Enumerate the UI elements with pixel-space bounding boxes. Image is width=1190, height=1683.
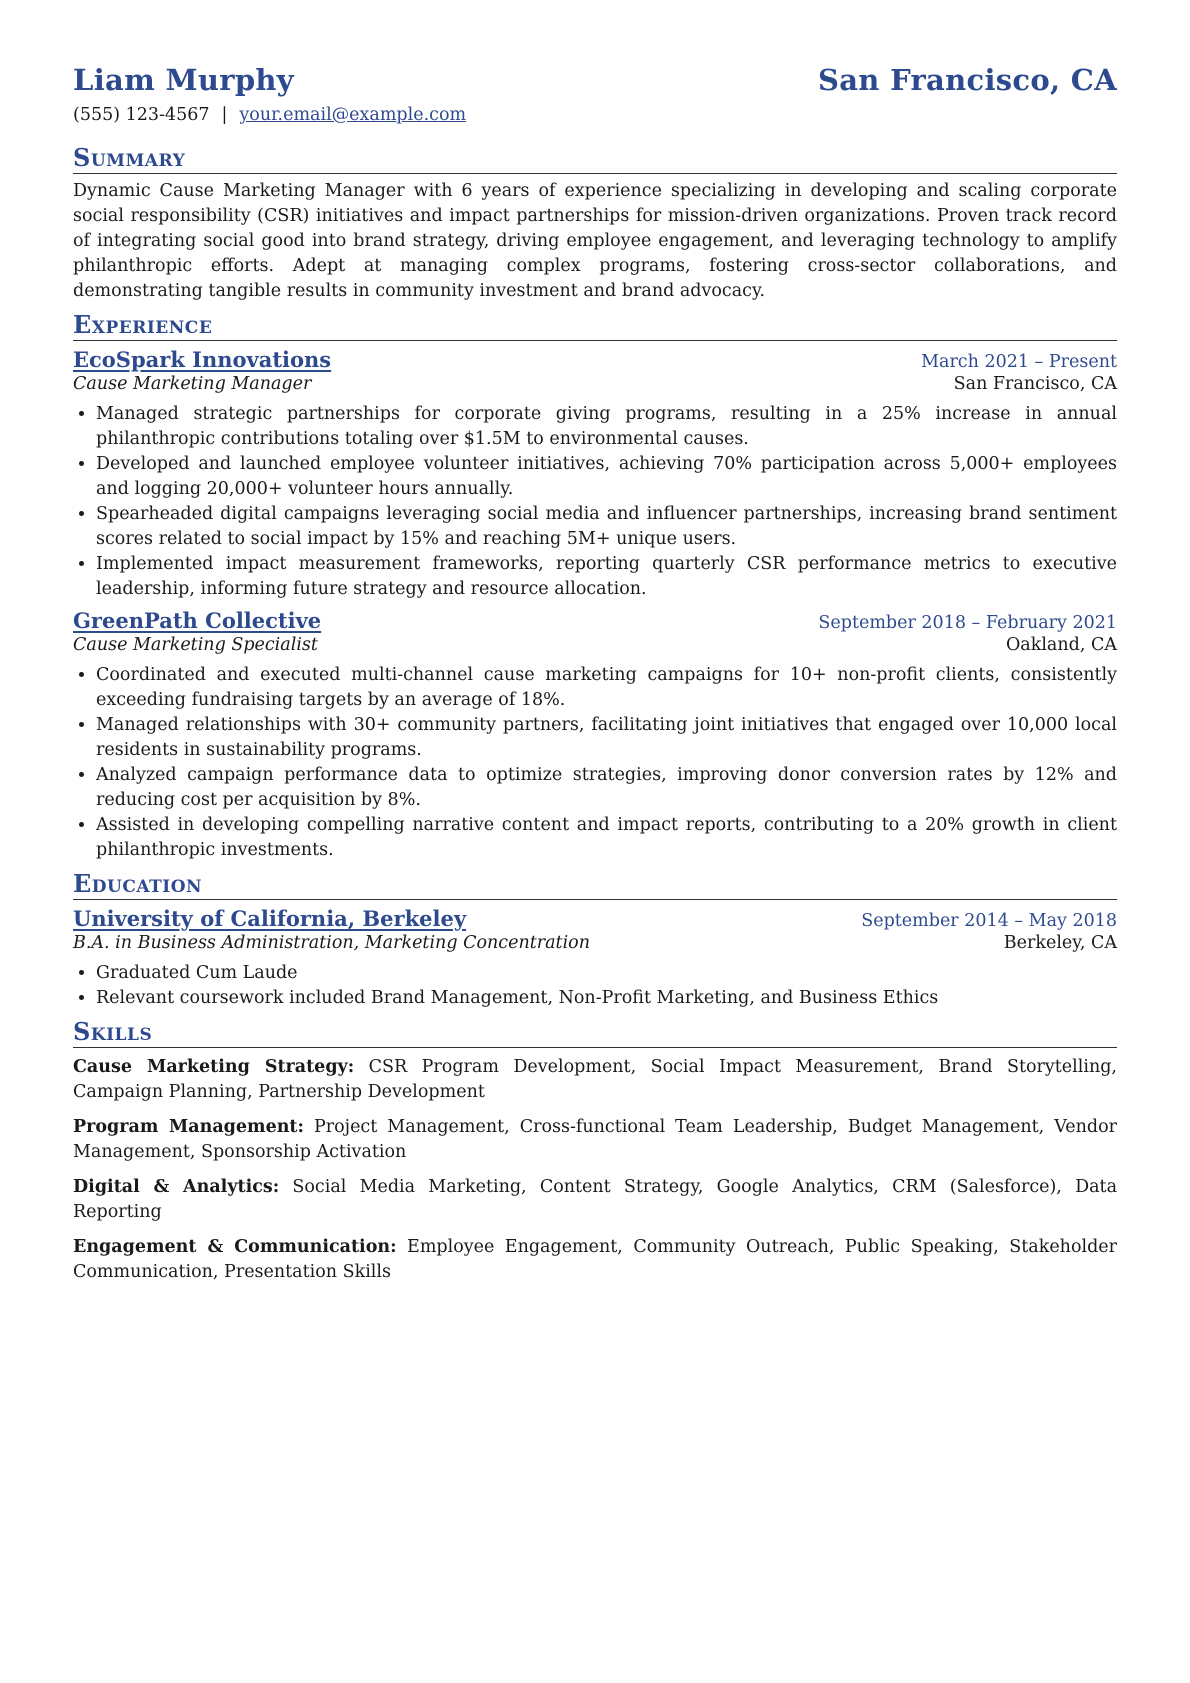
list-item: • Managed strategic partnerships for corporate giving programs, resulting in a 25% increase in annual philanthropic contributions totaling over $1.5M to environmental causes. bbox=[96, 402, 1117, 452]
skill-group bbox=[73, 1055, 1117, 1105]
list-item: • Coordinated and executed multi-channel cause marketing campaigns for 10+ non-profit clients, consistently exceeding fundraising targets by an average of 18%. bbox=[96, 663, 1117, 713]
job-location: San Francisco, CA bbox=[953, 374, 1117, 394]
education-location: Berkeley, CA bbox=[1003, 933, 1117, 953]
skill-items: Project Management, Cross-functional Team Leadership, Budget Management, Vendor Management, Sponsorship Activation bbox=[73, 1117, 1117, 1162]
section-title-education: Education bbox=[73, 870, 1117, 900]
skill-label: Engagement & Communication: bbox=[73, 1237, 397, 1257]
skill-items: Employee Engagement, Community Outreach, Public Speaking, Stakeholder Communication, Presentation Skills bbox=[73, 1237, 1117, 1282]
list-item: • Spearheaded digital campaigns leveraging social media and influencer partnerships, increasing brand sentiment scores related to social impact by 15% and reaching 5M+ unique users. bbox=[96, 502, 1117, 552]
section-title-experience: Experience bbox=[73, 311, 1117, 341]
list-item: • Relevant coursework included Brand Management, Non-Profit Marketing, and Business Ethics bbox=[96, 986, 1117, 1011]
skill-label: Cause Marketing Strategy: bbox=[73, 1057, 355, 1077]
section-title-skills: Skills bbox=[73, 1018, 1117, 1048]
contact-line bbox=[73, 105, 1117, 125]
skill-group bbox=[73, 1175, 1117, 1225]
list-item: • Implemented impact measurement frameworks, reporting quarterly CSR performance metrics to executive leadership, informing future strategy and resource allocation. bbox=[96, 552, 1117, 602]
job-title: Cause Marketing Specialist bbox=[73, 635, 318, 655]
header-location: San Francisco, CA bbox=[817, 63, 1117, 97]
education-entry bbox=[73, 906, 1117, 1011]
list-item: • Assisted in developing compelling narrative content and impact reports, contributing to a 20% growth in client philanthropic investments. bbox=[96, 813, 1117, 863]
job-dates: September 2018 – February 2021 bbox=[818, 613, 1117, 633]
skill-label: Program Management: bbox=[73, 1117, 304, 1137]
list-item: • Graduated Cum Laude bbox=[96, 961, 1117, 986]
header bbox=[73, 0, 1117, 97]
candidate-name: Liam Murphy bbox=[73, 63, 294, 97]
skill-label: Digital & Analytics: bbox=[73, 1177, 280, 1197]
degree: B.A. in Business Administration, Marketing Concentration bbox=[73, 933, 590, 953]
list-item: • Managed relationships with 30+ community partners, facilitating joint initiatives that engaged over 10,000 local residents in sustainability programs. bbox=[96, 713, 1117, 763]
job-title: Cause Marketing Manager bbox=[73, 374, 312, 394]
school-name[interactable]: University of California, Berkeley bbox=[73, 906, 467, 931]
education-dates: September 2014 – May 2018 bbox=[861, 911, 1117, 931]
list-item: • Developed and launched employee volunteer initiatives, achieving 70% participation across 5,000+ employees and logging 20,000+ volunteer hours annually. bbox=[96, 452, 1117, 502]
job-bullets bbox=[73, 663, 1117, 863]
job-location: Oakland, CA bbox=[1005, 635, 1117, 655]
skill-items: Social Media Marketing, Content Strategy, Google Analytics, CRM (Salesforce), Data Reporting bbox=[73, 1177, 1117, 1222]
job-bullets bbox=[73, 402, 1117, 602]
phone-number: (555) 123-4567 bbox=[73, 105, 210, 125]
list-item: • Analyzed campaign performance data to optimize strategies, improving donor conversion rates by 12% and reducing cost per acquisition by 8%. bbox=[96, 763, 1117, 813]
experience-entry bbox=[73, 347, 1117, 602]
skills-list bbox=[73, 1055, 1117, 1285]
experience-entry bbox=[73, 608, 1117, 863]
contact-separator: | bbox=[221, 105, 228, 125]
summary-text: Dynamic Cause Marketing Manager with 6 years of experience specializing in developing and scaling corporate social responsibility (CSR) initiatives and impact partnerships for mission-driven organizations. Proven track record of integrating social good into brand strategy, driving employee engagement, and leveraging technology to amplify philanthropic efforts. Adept at managing complex programs, fostering cross-sector collaborations, and demonstrating tangible results in community investment and brand advocacy. bbox=[73, 181, 1117, 301]
company-name[interactable]: GreenPath Collective bbox=[73, 608, 322, 633]
company-name[interactable]: EcoSpark Innovations bbox=[73, 347, 332, 372]
section-title-summary: Summary bbox=[73, 144, 1117, 174]
skill-group bbox=[73, 1115, 1117, 1165]
skill-group bbox=[73, 1235, 1117, 1285]
education-bullets bbox=[73, 961, 1117, 1011]
job-dates: March 2021 – Present bbox=[921, 352, 1117, 372]
email-link[interactable]: your.email@example.com bbox=[239, 105, 467, 125]
skill-items: CSR Program Development, Social Impact Measurement, Brand Storytelling, Campaign Planning, Partnership Development bbox=[73, 1057, 1117, 1102]
